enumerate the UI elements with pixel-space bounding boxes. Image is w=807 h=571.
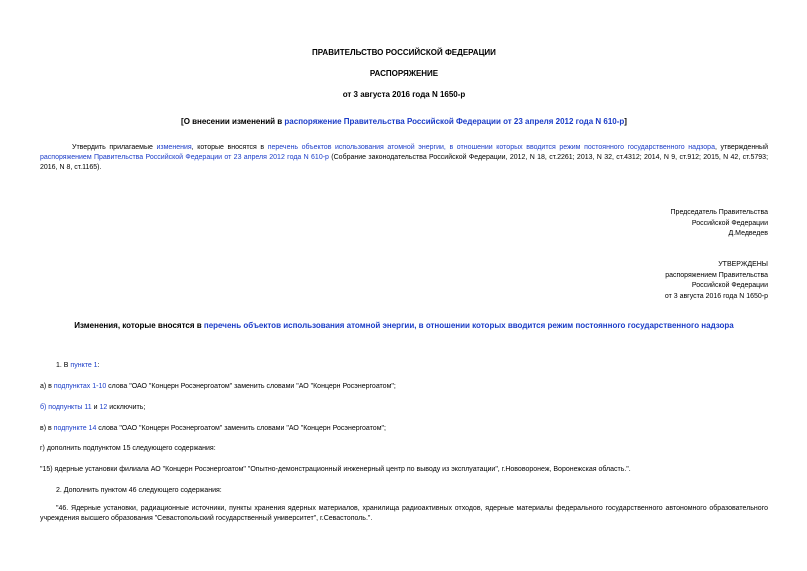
approved-line-4: от 3 августа 2016 года N 1650-р bbox=[664, 292, 768, 300]
item-b-text-2: исключить; bbox=[107, 404, 146, 411]
item-v-text-1: в) в bbox=[40, 425, 54, 432]
intro-text-2: , которые вносятся в bbox=[191, 144, 268, 151]
item-2: 2. Дополнить пунктом 46 следующего содержания: bbox=[56, 487, 222, 494]
intro-text-3: , утвержденный bbox=[714, 144, 768, 151]
item-b-text-1: и bbox=[91, 404, 100, 411]
signature-line-3: Д.Медведев bbox=[728, 230, 768, 237]
approved-block bbox=[665, 260, 768, 302]
item-g: г) дополнить подпунктом 15 следующего содержания: bbox=[40, 445, 216, 452]
item-a-link[interactable]: подпунктах 1-10 bbox=[53, 383, 107, 390]
intro-paragraph bbox=[40, 143, 768, 173]
signature-line-2: Российской Федерации bbox=[691, 219, 768, 227]
changes-heading-link[interactable]: перечень объектов использования атомной энергии, в отношении которых вводится режим постоянного государственного надзора bbox=[203, 321, 734, 330]
intro-text-4: (Собрание законодательства Российской Федерации, 2012, N 18, ст.2261; 2013, N 32, ст.4312; 2014, N 9, ст.912; 2015, N 42, ст.5793; 2016, N 8, ст.1165). bbox=[40, 154, 769, 172]
title-close: ] bbox=[624, 117, 627, 126]
signature-line-1: Председатель Правительства bbox=[670, 209, 768, 216]
item-15-quote: "15) ядерные установки филиала АО "Концерн Росэнергоатом" "Опытно-демонстрационный инженерный центр по выводу из эксплуатации", г.Нововоронеж, Воронежская область.". bbox=[40, 466, 631, 473]
list-link[interactable]: перечень объектов использования атомной энергии, в отношении которых вводится режим постоянного государственного надзора bbox=[267, 144, 715, 151]
government-heading: ПРАВИТЕЛЬСТВО РОССИЙСКОЙ ФЕДЕРАЦИИ bbox=[312, 48, 496, 57]
item-1-link[interactable]: пункте 1 bbox=[70, 362, 98, 369]
approved-line-3: Российской Федерации bbox=[691, 282, 768, 289]
item-b-link-2[interactable]: 12 bbox=[99, 404, 108, 411]
intro-text-1: Утвердить прилагаемые bbox=[72, 144, 157, 151]
item-v-text-2: слова "ОАО "Концерн Росэнергоатом" заменить словами "АО "Концерн Росэнергоатом"; bbox=[96, 425, 386, 432]
item-1 bbox=[56, 361, 768, 371]
changes-heading bbox=[40, 320, 768, 332]
changes-heading-text: Изменения, которые вносятся в bbox=[74, 321, 204, 330]
item-a-text-1: а) в bbox=[40, 383, 54, 390]
document-type: РАСПОРЯЖЕНИЕ bbox=[369, 69, 439, 78]
approved-line-2: распоряжением Правительства bbox=[665, 271, 768, 279]
signature-block bbox=[671, 208, 768, 240]
item-v bbox=[40, 424, 768, 434]
changes-link[interactable]: изменения bbox=[156, 144, 192, 151]
title-open: [О внесении изменений в bbox=[181, 117, 285, 126]
item-46-quote: "46. Ядерные установки, радиационные источники, пункты хранения ядерных материалов, хранилища радиоактивных отходов, ядерные материалы федерального государственного автономного образовательного учреждения высшего образования "Севастопольский государственный университет", г.Севастополь.". bbox=[40, 505, 768, 523]
item-v-link[interactable]: подпункте 14 bbox=[53, 425, 97, 432]
item-b-link-1[interactable]: б) подпункты 11 bbox=[40, 404, 92, 411]
item-1-text: 1. В bbox=[56, 362, 71, 369]
item-a-text-2: слова "ОАО "Концерн Росэнергоатом" заменить словами "АО "Концерн Росэнергоатом"; bbox=[106, 383, 396, 390]
document-date: от 3 августа 2016 года N 1650-р bbox=[342, 90, 466, 99]
title-link[interactable]: распоряжение Правительства Российской Федерации от 23 апреля 2012 года N 610-р bbox=[284, 117, 625, 126]
approved-line-1: УТВЕРЖДЕНЫ bbox=[718, 261, 768, 268]
item-1-end: : bbox=[97, 362, 100, 369]
item-a bbox=[40, 382, 768, 392]
item-b bbox=[40, 403, 768, 413]
document-title bbox=[40, 116, 768, 128]
order-link[interactable]: распоряжением Правительства Российской Федерации от 23 апреля 2012 года N 610-р bbox=[40, 154, 329, 162]
